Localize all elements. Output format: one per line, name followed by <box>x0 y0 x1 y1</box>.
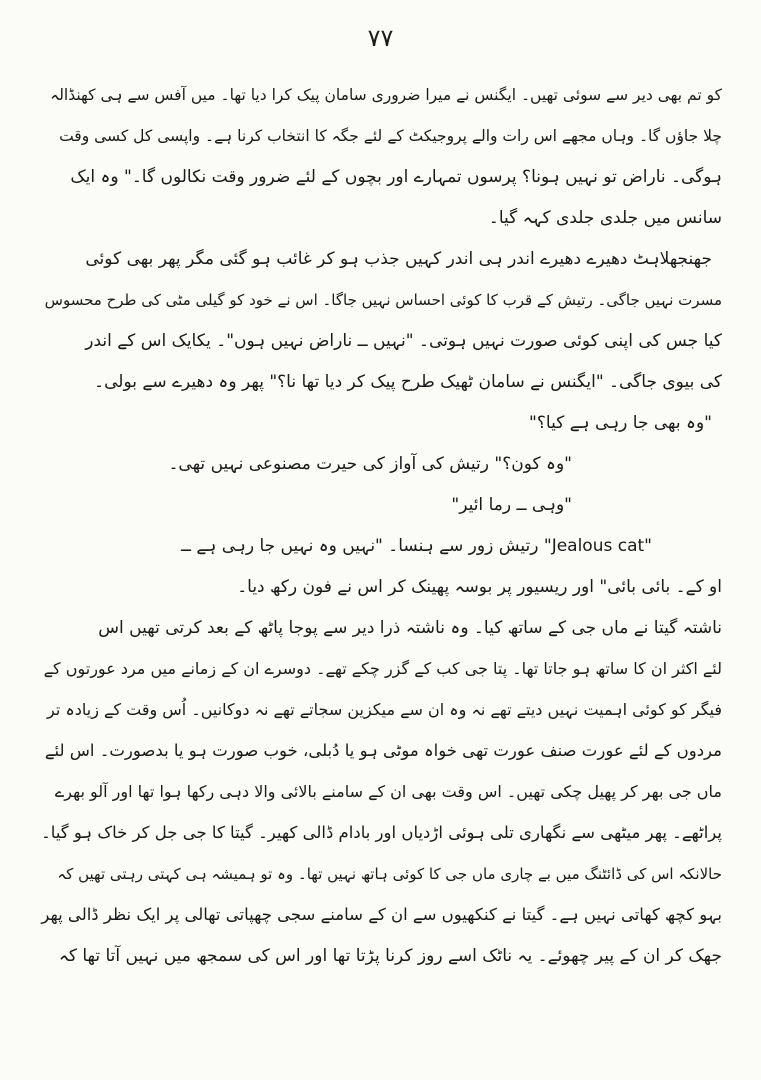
text-line: لئے اکثر ان کا ساتھ ہو جاتا تھا۔ پتا جی کب کے گزر چکے تھے۔ دوسرے ان کے زمانے میں مرد عورتوں کے <box>43 659 722 678</box>
text-line: جھنجھلاہٹ دھیرے دھیرے اندر ہی اندر کہیں جذب ہو کر غائب ہو گئی مگر پھر بھی کوئی <box>85 249 712 269</box>
text-line: ماں جی بھر کر پھیل چکی تھیں۔ اس وقت بھی ان کے سامنے بالائی والا دہی رکھا ہوا تھا اور آلو بھرے <box>54 782 722 801</box>
text-line: سانس میں جلدی جلدی کہہ گیا۔ <box>488 208 722 228</box>
text-line: پراٹھے۔ پھر میٹھی سے نگھاری تلی ہوئی اڑدیاں اور بادام ڈالی کھیر۔ گیتا کا جی جل کر خاک ہو گیا۔ <box>41 823 722 842</box>
text-line: حالانکہ اس کی ڈائٹنگ میں بے چاری ماں جی کا کوئی ہاتھ نہیں تھا۔ وہ تو ہمیشہ ہی کہتی رہتی تھیں کہ <box>57 864 722 883</box>
text-line: ہوگی۔ ناراض تو نہیں ہونا؟ پرسوں تمہارے اور بچوں کے لئے ضرور وقت نکالوں گا۔" وہ ایک <box>70 167 722 187</box>
page-number: ۷۷ <box>367 24 394 52</box>
text-line: او کے۔ بائی بائی" اور ریسیور پر بوسہ پھینک کر اس نے فون رکھ دیا۔ <box>237 577 722 597</box>
text-line: بہو کچھ کھاتی نہیں ہے۔ گیتا نے کنکھیوں سے ان کے سامنے سجی چھپاتی تھالی پر ایک نظر ڈالی پھر <box>41 905 722 924</box>
text-line: چلا جاؤں گا۔ وہاں مجھے اس رات والے پروجیکٹ کے لئے جگہ کا انتخاب کرنا ہے۔ واپسی کل کسی وقت <box>59 126 722 145</box>
text-line: "وہ کون؟" رتیش کی آواز کی حیرت مصنوعی نہیں تھی۔ <box>168 454 572 474</box>
text-line: ناشتہ گیتا نے ماں جی کے ساتھ کیا۔ وہ ناشتہ ذرا دیر سے پوجا پاٹھ کے بعد کرتی تھیں اس <box>98 618 722 638</box>
text-line: "وہی ــ رما ائیر" <box>451 495 572 515</box>
text-line: فیگر کو کوئی اہمیت نہیں دیتے تھے نہ وہ ان سے میکزین سجاتے تھے نہ دوکانیں۔ اُس وقت کے زیادہ تر <box>47 700 722 719</box>
text-line: مردوں کے لئے عورت صنف عورت تھی خواہ موٹی ہو یا دُبلی، خوب صورت ہو یا بدصورت۔ اس لئے <box>44 741 722 760</box>
text-line: جھک کر ان کے پیر چھوئے۔ یہ ناٹک اسے روز کرنا پڑتا تھا اور اس کی سمجھ میں نہیں آتا تھا کہ <box>58 946 722 966</box>
text-line: کیا جس کی اپنی کوئی صورت نہیں ہوتی۔ "نہیں ــ ناراض نہیں ہوں"۔ یکایک اس کے اندر <box>85 331 722 351</box>
text-line: "وہ بھی جا رہی ہے کیا؟" <box>529 413 712 433</box>
text-body <box>40 74 722 976</box>
text-line: مسرت نہیں جاگی۔ رتیش کے قرب کا کوئی احساس نہیں جاگا۔ اس نے خود کو گیلی مٹی کی طرح محسوس <box>44 290 722 309</box>
text-line: کو تم بھی دیر سے سوئی تھیں۔ ایگنس نے میرا ضروری سامان پیک کرا دیا تھا۔ میں آفس سے ہی کھنڈالہ <box>50 85 722 104</box>
text-line: کی بیوی جاگی۔ "ایگنس نے سامان ٹھیک طرح پیک کر دیا تھا نا؟" پھر وہ دھیرے سے بولی۔ <box>94 372 722 392</box>
text-line: "Jealous cat" رتیش زور سے ہنسا۔ "نہیں وہ نہیں جا رہی ہے ــ <box>181 536 652 556</box>
